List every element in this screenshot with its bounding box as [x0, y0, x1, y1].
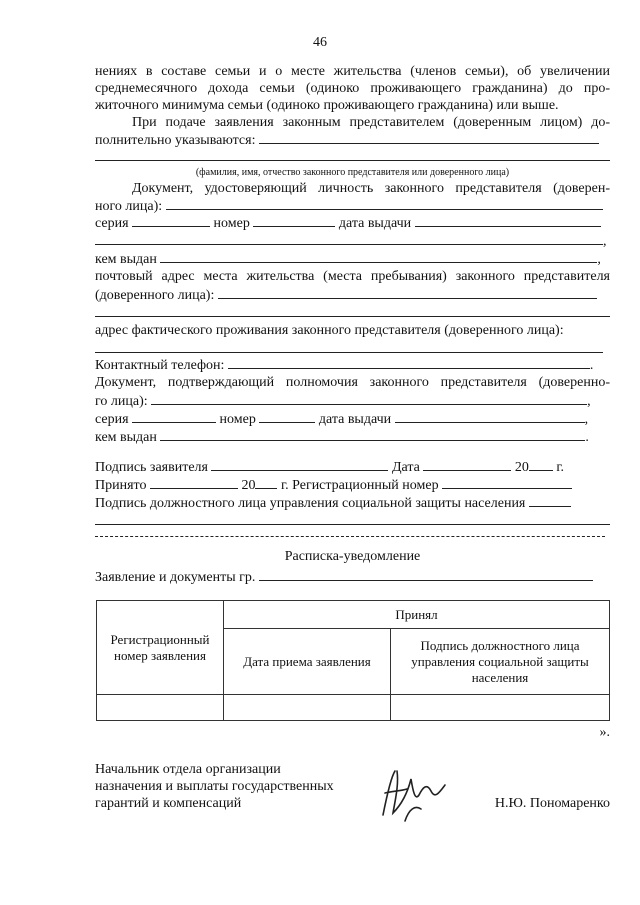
- phone-row: Контактный телефон: .: [95, 358, 594, 373]
- identity-issued-row: кем выдан ,: [95, 252, 601, 267]
- signatory-title-line: назначения и выплаты государственных: [95, 779, 334, 794]
- receipt-title: Расписка-уведомление: [284, 549, 421, 564]
- authority-line-2: го лица): ,: [95, 394, 591, 409]
- signatory-title-line: гарантий и компенсаций: [95, 796, 242, 811]
- official-signature-field[interactable]: [95, 524, 610, 525]
- accepted-row: Принято 20 г. Регистрационный номер: [95, 476, 610, 494]
- actual-address-line: адрес фактического проживания законного представителя (доверенного лица):: [95, 323, 564, 338]
- receipt-docs-row: Заявление и документы гр.: [95, 568, 610, 586]
- receipt-table: [96, 600, 610, 721]
- date-header: Дата приема заявления: [224, 629, 391, 695]
- authority-line: Документ, подтверждающий полномочия законного представителя (доверенно-: [95, 375, 610, 390]
- identity-series-row: серия номер дата выдачи: [95, 214, 610, 232]
- accepted-header: Принял: [224, 601, 610, 629]
- rep-name-field[interactable]: [95, 160, 610, 161]
- signature-header: Подпись должностного лица управления социальной защиты населения: [391, 629, 610, 695]
- authority-issued-row: кем выдан .: [95, 430, 589, 445]
- postal-line: почтовый адрес места жительства (места пребывания) законного представителя: [95, 269, 610, 284]
- actual-address-field[interactable]: [95, 352, 603, 353]
- signatory-title-line: Начальник отдела организации: [95, 762, 281, 777]
- handwritten-signature: [375, 765, 455, 825]
- identity-doc-line-2: ного лица):: [95, 197, 610, 215]
- postal-line-2: (доверенного лица):: [95, 286, 610, 304]
- closing-quote: ».: [599, 725, 610, 740]
- postal-extra-field[interactable]: [95, 316, 610, 317]
- date-cell[interactable]: [224, 695, 391, 721]
- rep-name-caption: (фамилия, имя, отчество законного представителя или доверенного лица): [195, 167, 510, 178]
- applicant-signature-row: Подпись заявителя Дата 20 г.: [95, 460, 565, 475]
- identity-doc-line: Документ, удостоверяющий личность законного представителя (доверен-: [132, 181, 610, 196]
- cut-line: [95, 536, 605, 537]
- paragraph-line: житочного минимума семьи (одиноко проживающего гражданина) или выше.: [95, 98, 559, 113]
- rep-intro-line: При подаче заявления законным представителем (доверенным лицом) до-: [132, 115, 610, 130]
- page-number: 46: [313, 35, 327, 50]
- reg-number-cell[interactable]: [97, 695, 224, 721]
- authority-series-row: серия номер дата выдачи ,: [95, 412, 589, 427]
- paragraph-line: среднемесячного дохода семьи (одиноко проживающего гражданина) до про-: [95, 81, 610, 96]
- signature-cell[interactable]: [391, 695, 610, 721]
- official-signature-row: Подпись должностного лица управления социальной защиты населения: [95, 494, 610, 512]
- identity-extra-line: ,: [95, 232, 610, 250]
- reg-number-header: Регистрационный номер заявления: [97, 601, 224, 695]
- rep-intro-line-2: полнительно указываются:: [95, 131, 610, 149]
- paragraph-line: нениях в составе семьи и о месте жительства (членов семьи), об увеличении: [95, 64, 610, 79]
- signatory-name: Н.Ю. Пономаренко: [494, 796, 610, 811]
